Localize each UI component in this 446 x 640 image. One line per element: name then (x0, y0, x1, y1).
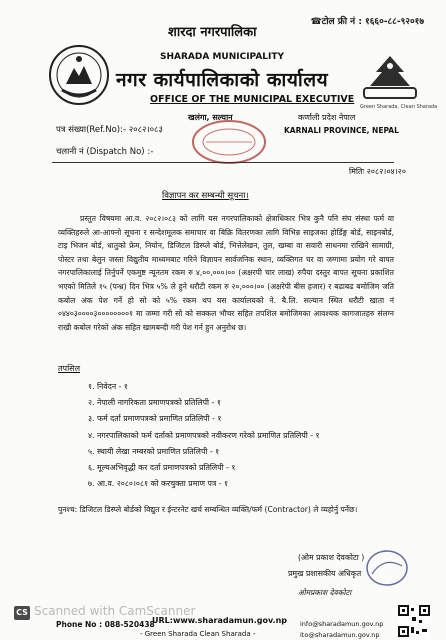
handwritten-signature: ओमप्रकाश देवकोटा (298, 588, 352, 597)
municipality-logo-icon (358, 52, 422, 104)
camscanner-logo-icon: CS (14, 606, 30, 620)
footer-phone: Phone No : 088-520438 (56, 620, 155, 629)
province-en: KARNALI PROVINCE, NEPAL (284, 126, 399, 135)
notice-paragraph: प्रस्तुत विषयमा आ.व. २०८२।०८३ को लागि यस नगरपालिकाको क्षेत्राधिकार भित्र कुनै पनि संघ संस्था फर्म वा व्यक्तिहरुले आ-आफ्नो सूचना र सन्देशमूलक समाचार वा बिक्रि वितरणका लागि विभिन्न साइजका होर्डिङ्ग बोर्ड, साइनबोर्ड, टाइ भिजन बोर्ड, धातुको फ्रेम, नियोन, डिजिटल डिस्प्ले बोर्ड, भित्तेलेखन, तुल, खम्बा वा सवारी साधनमा राखिने सामाग्री, पोस्टर तथा बेलुन जस्ता विद्युतीय माध्यमबाट गरिने विज्ञापन सार्वजनिक स्थान, व्यक्तिगत घर वा जग्गामा प्रयोग गरे बापत नगरपालिकालाई तिर्नुपर्ने एकमुष्ट न्यूनतम रकम रु ४,००,०००।०० (अक्षरपी चार लाख) रुपैया दस्तुर बापत सूचना प्रकाशित भएको मितिले १५ (पन्ध्र) दिन भित्र ५% ले हुने धरौटी रकम रु २०,०००।०० (अक्षरेपी बीस हजार) र बढाबढ बमोजिम जति कबोल अंक पेश गर्ने हो सो को ५% रकम थप यस कार्यालयको ने. बै.लि. सल्यान स्थित धरौटी खाता नं ०४४०३००००३००००००००१ मा जम्मा गरी सो को सक्कल भौचर सहित तपशिल बमोजिमका आवश्यक कागजातहरु संलग्न राखी कबोल गरेको अंक सहित खामबन्दी गरी पेश गर्न हुन अनुरोध छ। (58, 214, 394, 332)
toll-free-number: ☎टोल फ्री नं : १६६०-८८-९२०१७ (310, 17, 424, 27)
list-item: ७. आ.व. २०८०।०८१ को करचुक्ता प्रमाण पत्र - १ (88, 479, 229, 489)
scanner-watermark: Scanned with CamScanner (34, 604, 196, 618)
footer-website[interactable]: URL:www.sharadamun.gov.np (152, 616, 287, 625)
reference-number: पत्र संख्या(Ref.No):- २०८२।०८३ (56, 125, 163, 135)
document-date: मितिः २०८२।०४।२० (349, 167, 406, 176)
office-title-np: नगर कार्यपालिकाको कार्यालय (116, 69, 329, 91)
notice-body (58, 212, 394, 334)
footer-email-info[interactable]: info@sharadamun.gov.np (300, 620, 384, 628)
municipality-name-en: SHARADA MUNICIPALITY (160, 52, 285, 62)
official-stamp-icon (190, 118, 268, 166)
signatory-name: (ओम प्रकाश देवकोटा ) (298, 553, 365, 562)
attachments-title: तपसिल (58, 364, 81, 373)
list-item: १. निवेदन - १ (88, 382, 128, 391)
list-item: ४. नगरपालिकाको फर्म दर्ताको प्रमाणपत्रको नवीकरण गरेको प्रमाणित प्रतिलिपी - १ (88, 430, 320, 440)
office-location: खलंगा, सल्यान (188, 113, 233, 122)
signature-seal-icon (364, 548, 410, 588)
office-title-en: OFFICE OF THE MUNICIPAL EXECUTIVE (150, 94, 355, 105)
attachments-list (88, 379, 320, 492)
province-np: कर्णाली प्रदेश नेपाल (298, 113, 356, 122)
nepal-emblem-icon (48, 44, 110, 106)
list-item: ५. स्थायी लेखा नम्बरको प्रमाणित प्रतिलिपी - १ (88, 446, 220, 456)
municipality-name-np: शारदा नगरपालिका (168, 25, 257, 40)
list-item: ३. फर्म दर्ता प्रमाणपत्रको प्रमाणित प्रतिलिपी - १ (88, 414, 222, 424)
postscript-note: पुनश्च: डिजिटल डिस्प्ले बोर्डको विद्युत र ईन्टरनेट खर्च सम्बन्धित व्यक्ति/फर्म (Contractor) ले व्यहोर्नु पर्नेछ। (58, 505, 358, 514)
list-item: ६. मूल्यअभिवृद्धी कर दर्ता प्रमाणपत्रको प्रतिलिपी - १ (88, 462, 236, 472)
list-item: २. नेपाली नागरिकता प्रमाणपत्रको प्रतिलिपी - १ (88, 398, 221, 408)
logo-caption: Green Sharada, Clean Sharada (360, 104, 438, 110)
notice-subject: विज्ञापन कर सम्बन्धी सूचना। (162, 191, 249, 201)
qr-code-icon (398, 605, 430, 637)
footer-email-ito[interactable]: ito@sharadamun.gov.np (300, 631, 380, 639)
dispatch-number: चलानी नं (Dispatch No) :- (56, 147, 154, 157)
footer-slogan: - Green Sharada Clean Sharada - (140, 630, 256, 638)
signatory-title: प्रमुख प्रशासकीय अधिकृत (288, 569, 362, 578)
header-divider (52, 162, 394, 163)
